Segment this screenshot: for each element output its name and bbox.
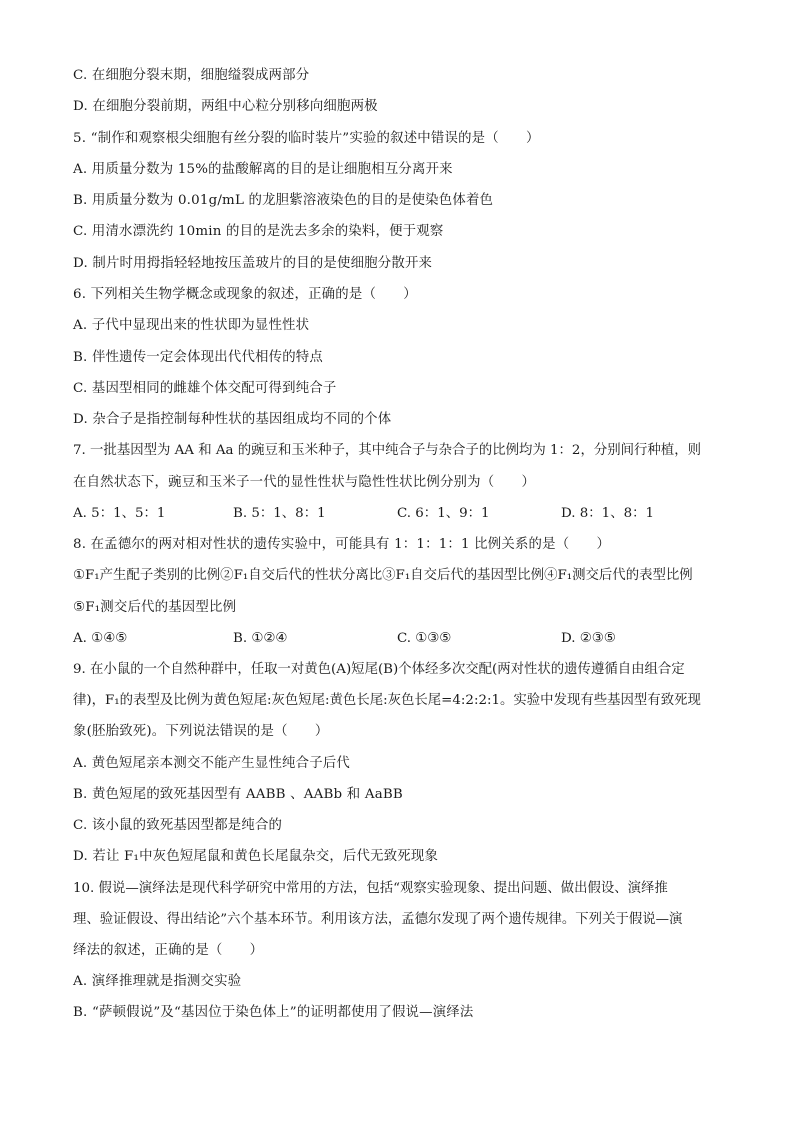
q4-option-d: D. 在细胞分裂前期，两组中心粒分别移向细胞两极 xyxy=(73,99,378,114)
q7-option-a: A. 5：1、5：1 xyxy=(73,506,166,521)
q10-stem-line1: 10. 假说—演绎法是现代科学研究中常用的方法，包括“观察实验现象、提出问题、做出假设、演绎推 xyxy=(73,881,668,896)
q6-option-a: A. 子代中显现出来的性状即为显性性状 xyxy=(73,318,310,333)
q9-option-c: C. 该小鼠的致死基因型都是纯合的 xyxy=(73,818,283,833)
q6-option-b: B. 伴性遗传一定会体现出代代相传的特点 xyxy=(73,350,323,365)
q7-option-b: B. 5：1、8：1 xyxy=(233,506,326,521)
q10-stem-line3: 绎法的叙述，正确的是（ ） xyxy=(73,943,264,958)
q6-option-c: C. 基因型相同的雌雄个体交配可得到纯合子 xyxy=(73,381,337,396)
q5-option-a: A. 用质量分数为 15%的盐酸解离的目的是让细胞相互分离开来 xyxy=(73,162,453,177)
q7-option-c: C. 6：1、9：1 xyxy=(397,506,490,521)
q5-option-d: D. 制片时用拇指轻轻地按压盖玻片的目的是使细胞分散开来 xyxy=(73,256,433,271)
q8-option-a: A. ①④⑤ xyxy=(73,631,128,646)
q10-option-b: B. “萨顿假说”及“基因位于染色体上”的证明都使用了假说—演绎法 xyxy=(73,1005,474,1020)
q9-stem-line1: 9. 在小鼠的一个自然种群中，任取一对黄色(A)短尾(B)个体经多次交配(两对性状的遗传遵循自由组合定 xyxy=(73,662,685,677)
q7-stem-line1: 7. 一批基因型为 AA 和 Aa 的豌豆和玉米种子，其中纯合子与杂合子的比例均为 1：2，分别间行种植，则 xyxy=(73,443,701,458)
q5-option-c: C. 用清水漂洗约 10min 的目的是洗去多余的染料，便于观察 xyxy=(73,224,444,239)
q7-option-d: D. 8：1、8：1 xyxy=(561,506,655,521)
q4-option-c: C. 在细胞分裂末期，细胞缢裂成两部分 xyxy=(73,68,310,83)
q9-option-d: D. 若让 F₁中灰色短尾鼠和黄色长尾鼠杂交，后代无致死现象 xyxy=(73,849,439,864)
q6-stem: 6. 下列相关生物学概念或现象的叙述，正确的是（ ） xyxy=(73,287,417,302)
q5-stem: 5. “制作和观察根尖细胞有丝分裂的临时装片”实验的叙述中错误的是（ ） xyxy=(73,131,540,146)
q8-option-c: C. ①③⑤ xyxy=(397,631,452,646)
q9-stem-line3: 象(胚胎致死)。下列说法错误的是（ ） xyxy=(73,724,329,739)
q8-option-d: D. ②③⑤ xyxy=(561,631,616,646)
q8-stem: 8. 在孟德尔的两对相对性状的遗传实验中，可能具有 1：1：1：1 比例关系的是（ ） xyxy=(73,537,611,552)
q9-stem-line2: 律)，F₁的表型及比例为黄色短尾:灰色短尾:黄色长尾:灰色长尾=4:2:2:1。实验中发现有些基因型有致死现 xyxy=(73,693,701,708)
q10-stem-line2: 理、验证假设、得出结论”六个基本环节。利用该方法，孟德尔发现了两个遗传规律。下列关于假说—演 xyxy=(73,912,683,927)
q8-option-b: B. ①②④ xyxy=(233,631,288,646)
q5-option-b: B. 用质量分数为 0.01g/mL 的龙胆紫溶液染色的目的是使染色体着色 xyxy=(73,193,494,208)
q8-items-line1: ①F₁产生配子类别的比例②F₁自交后代的性状分离比③F₁自交后代的基因型比例④F₁测交后代的表型比例 xyxy=(73,568,693,583)
q9-option-b: B. 黄色短尾的致死基因型有 AABB 、AABb 和 AaBB xyxy=(73,787,403,802)
q8-items-line2: ⑤F₁测交后代的基因型比例 xyxy=(73,600,237,615)
q9-option-a: A. 黄色短尾亲本测交不能产生显性纯合子后代 xyxy=(73,756,351,771)
q10-option-a: A. 演绎推理就是指测交实验 xyxy=(73,974,242,989)
q7-stem-line2: 在自然状态下，豌豆和玉米子一代的显性性状与隐性性状比例分别为（ ） xyxy=(73,475,536,490)
q6-option-d: D. 杂合子是指控制每种性状的基因组成均不同的个体 xyxy=(73,412,392,427)
